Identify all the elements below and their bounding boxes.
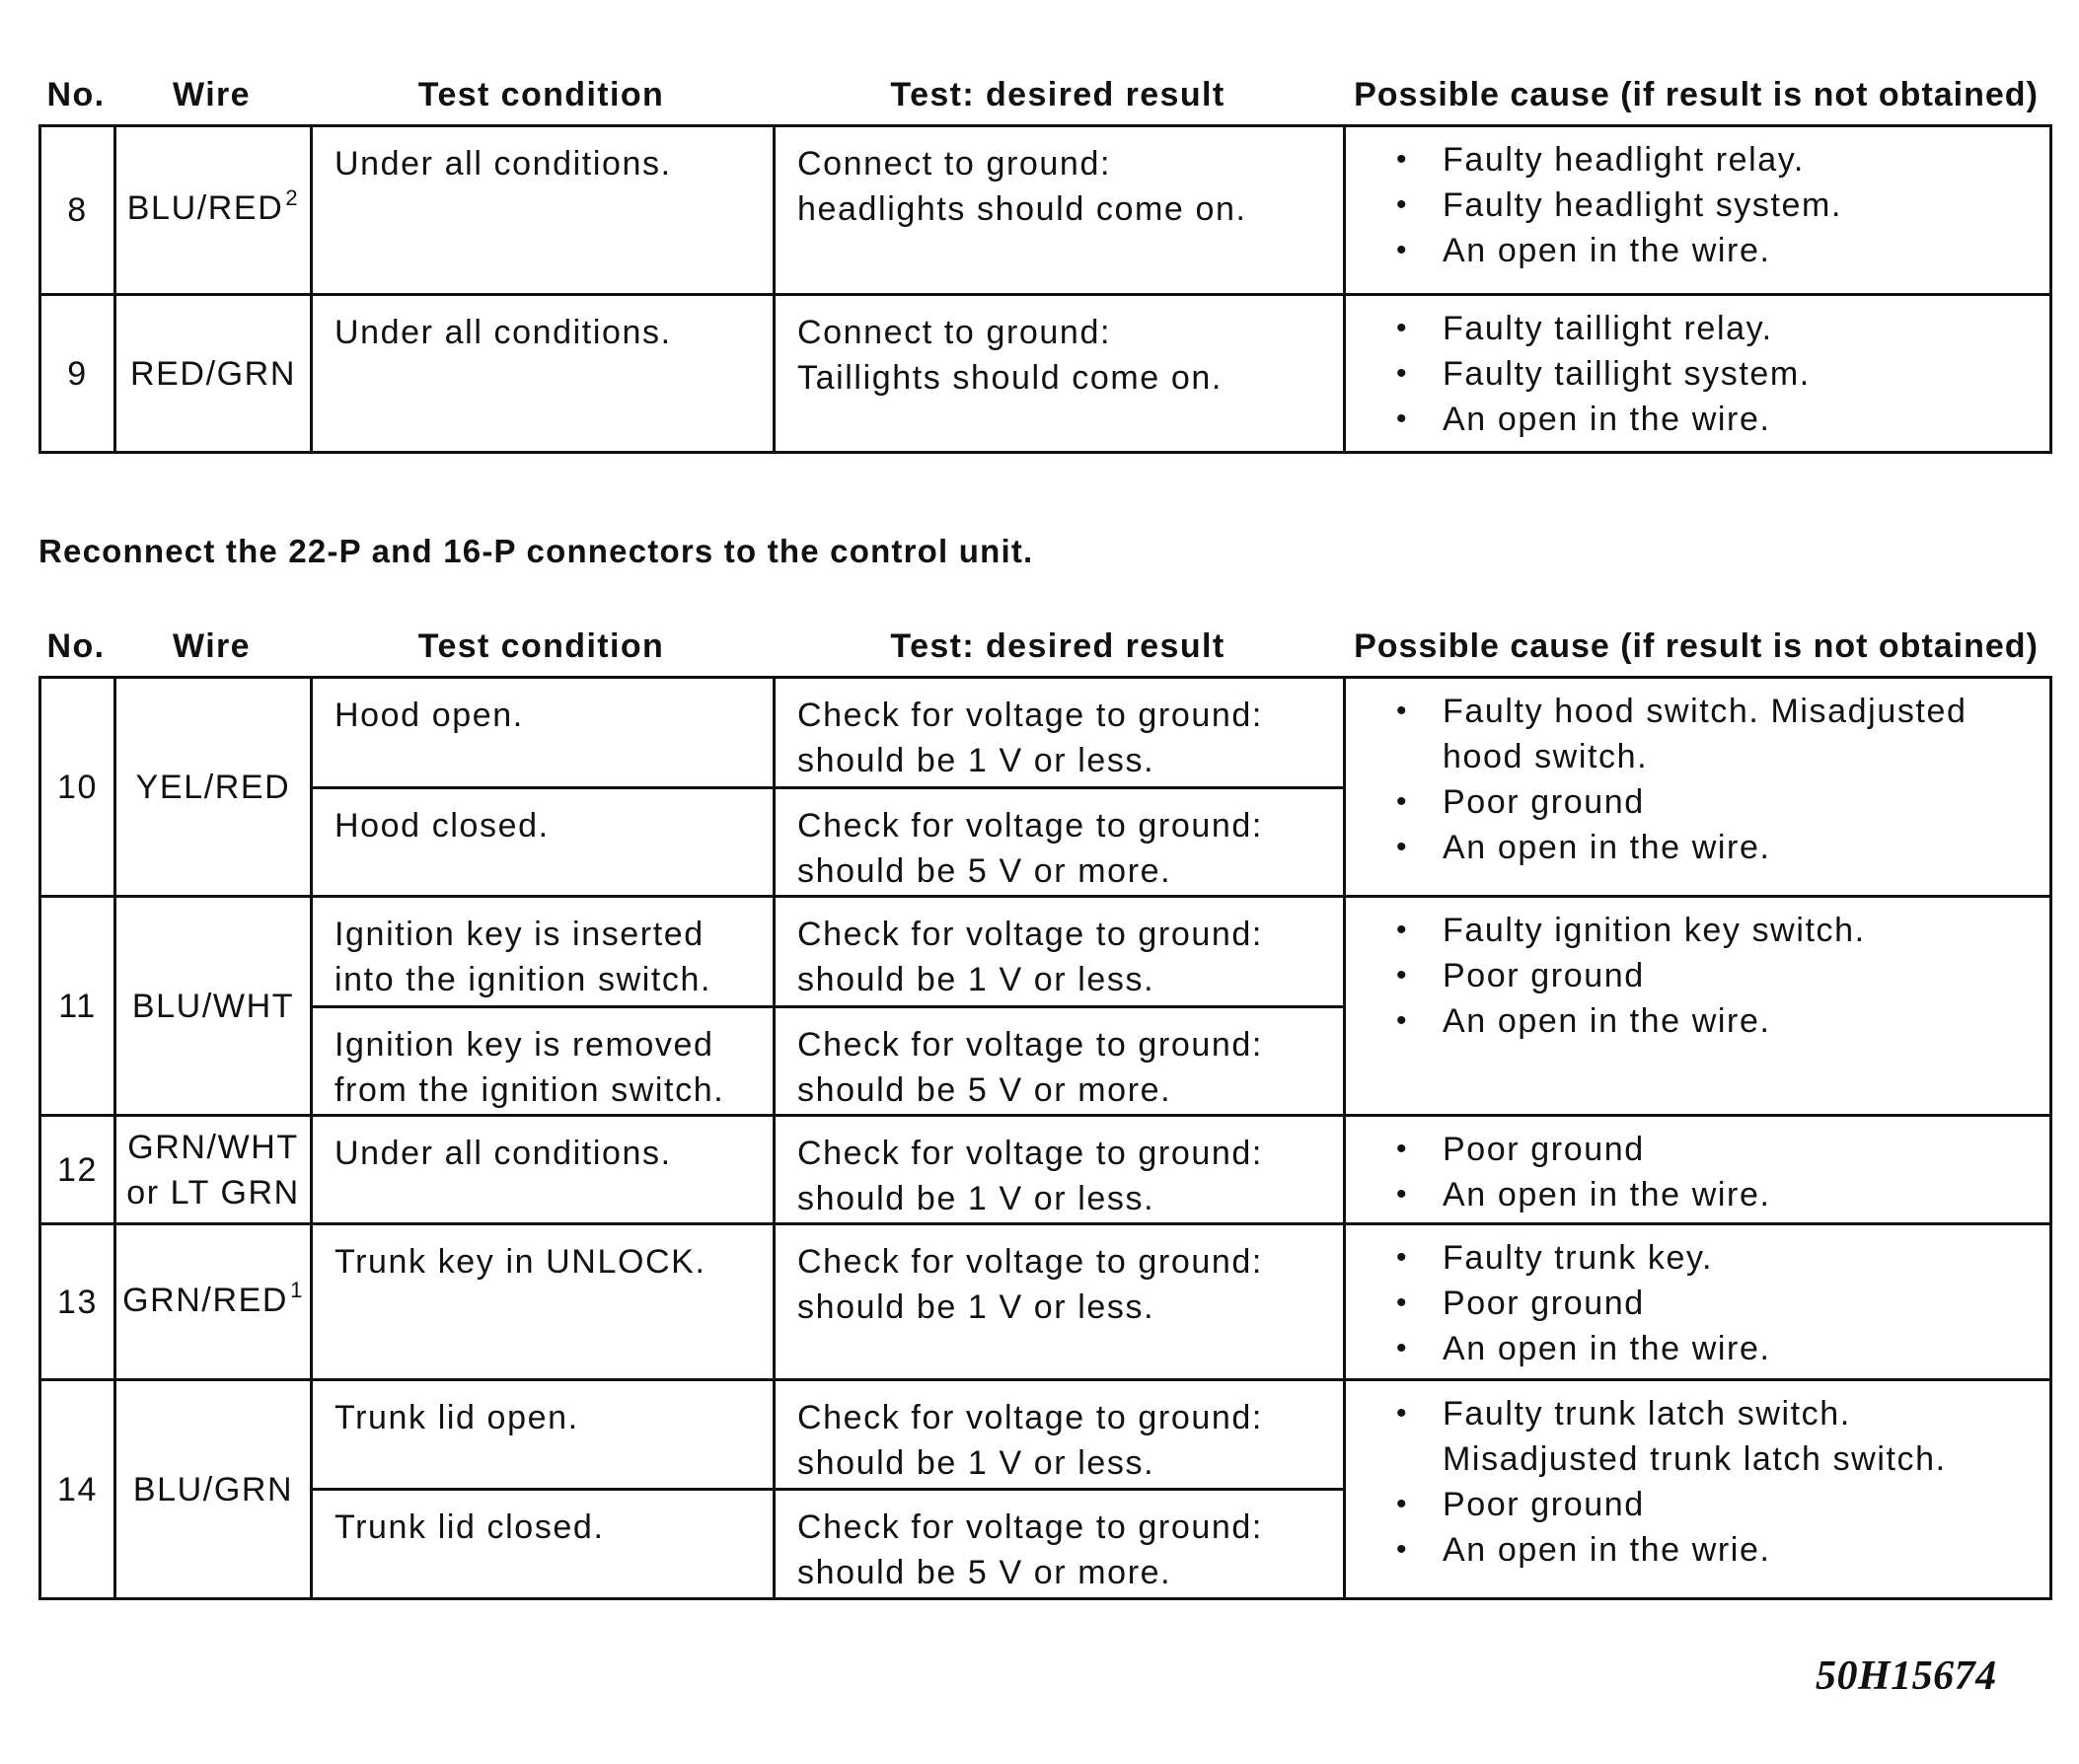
desired-result: Check for voltage to ground: should be 5 V or more. <box>775 1007 1345 1116</box>
header-no: No. <box>46 627 106 665</box>
desired-result: Check for voltage to ground: should be 1 V or less. <box>775 678 1345 788</box>
possible-cause <box>1345 897 2051 1116</box>
test-condition: Hood open. <box>312 678 775 788</box>
possible-cause <box>1345 1116 2051 1224</box>
table-row <box>40 1116 2051 1224</box>
table-row <box>40 295 2051 453</box>
header-wire: Wire <box>173 627 251 665</box>
wire-code: BLU/GRN <box>115 1380 312 1599</box>
list-item: • Poor ground <box>1346 953 2043 998</box>
table-row <box>40 678 2051 788</box>
cause-list <box>1346 1391 2043 1573</box>
bullet-icon: • <box>1396 831 1409 863</box>
bullet-icon: • <box>1396 695 1409 727</box>
list-item: • Faulty hood switch. Misadjusted hood switch. <box>1346 689 2043 779</box>
list-item: • Faulty trunk key. <box>1346 1235 2043 1281</box>
row-number: 10 <box>40 678 115 897</box>
bullet-icon: • <box>1396 1332 1409 1364</box>
cause-list <box>1346 1127 2043 1217</box>
header-test-condition: Test condition <box>417 76 665 113</box>
test-condition: Hood closed. <box>312 788 775 897</box>
row-number: 11 <box>40 897 115 1116</box>
cause-list <box>1346 137 2043 273</box>
cause-list <box>1346 689 2043 870</box>
row-number: 9 <box>40 295 115 453</box>
list-item: • Poor ground <box>1346 1482 2043 1527</box>
test-condition: Under all conditions. <box>312 126 775 295</box>
list-item: • An open in the wire. <box>1346 1172 2043 1217</box>
desired-result: Connect to ground: Taillights should come on. <box>775 295 1345 453</box>
test-table-2 <box>38 614 2049 1600</box>
test-condition: Trunk key in UNLOCK. <box>312 1224 775 1380</box>
bullet-icon: • <box>1396 357 1409 390</box>
footnote-marker: 1 <box>290 1277 304 1302</box>
list-item: • Poor ground <box>1346 779 2043 825</box>
instruction-text: Reconnect the 22-P and 16-P connectors to the control unit. <box>38 533 1034 569</box>
wire-code: YEL/RED <box>115 678 312 897</box>
list-item: • Faulty trunk latch switch. Misadjusted trunk latch switch. <box>1346 1391 2043 1482</box>
table-2-grid <box>38 676 2052 1600</box>
row-number: 14 <box>40 1380 115 1599</box>
bullet-icon: • <box>1396 1133 1409 1165</box>
bullet-icon: • <box>1396 1533 1409 1566</box>
possible-cause <box>1345 678 2051 897</box>
bullet-icon: • <box>1396 785 1409 818</box>
header-test-condition: Test condition <box>417 627 665 665</box>
table-row <box>40 897 2051 1007</box>
bullet-icon: • <box>1396 1286 1409 1319</box>
row-number: 12 <box>40 1116 115 1224</box>
list-item: • An open in the wire. <box>1346 397 2043 442</box>
list-item: • Faulty headlight system. <box>1346 183 2043 228</box>
row-number: 13 <box>40 1224 115 1380</box>
cause-list <box>1346 908 2043 1044</box>
bullet-icon: • <box>1396 188 1409 221</box>
list-item: • Faulty taillight system. <box>1346 351 2043 397</box>
test-condition: Under all conditions. <box>312 295 775 453</box>
test-condition: Trunk lid closed. <box>312 1490 775 1599</box>
wire-code: GRN/RED$^1$ <box>115 1224 312 1380</box>
list-item: • An open in the wire. <box>1346 1326 2043 1371</box>
desired-result: Check for voltage to ground: should be 1 V or less. <box>775 897 1345 1007</box>
list-item: • Poor ground <box>1346 1281 2043 1326</box>
list-item: • Poor ground <box>1346 1127 2043 1172</box>
desired-result: Check for voltage to ground: should be 1 V or less. <box>775 1224 1345 1380</box>
test-condition: Trunk lid open. <box>312 1380 775 1490</box>
list-item: • Faulty ignition key switch. <box>1346 908 2043 953</box>
figure-id: 50H15674 <box>1816 1654 1997 1699</box>
bullet-icon: • <box>1396 312 1409 344</box>
list-item: • Faulty taillight relay. <box>1346 306 2043 351</box>
bullet-icon: • <box>1396 914 1409 946</box>
bullet-icon: • <box>1396 1397 1409 1430</box>
table-2-header <box>38 614 2049 676</box>
table-row <box>40 126 2051 295</box>
header-possible-cause: Possible cause (if result is not obtained) <box>1354 627 2039 665</box>
table-1-header <box>38 62 2049 124</box>
bullet-icon: • <box>1396 1178 1409 1211</box>
test-condition: Ignition key is removed from the ignition switch. <box>312 1007 775 1116</box>
table-1-grid <box>38 124 2052 454</box>
test-condition: Ignition key is inserted into the ignition switch. <box>312 897 775 1007</box>
header-wire: Wire <box>173 76 251 113</box>
list-item: • An open in the wrie. <box>1346 1527 2043 1573</box>
test-table-1 <box>38 62 2049 454</box>
list-item: • An open in the wire. <box>1346 228 2043 273</box>
bullet-icon: • <box>1396 234 1409 266</box>
table-row <box>40 1224 2051 1380</box>
header-possible-cause: Possible cause (if result is not obtained) <box>1354 76 2039 113</box>
wire-code: GRN/WHT or LT GRN <box>115 1116 312 1224</box>
desired-result: Check for voltage to ground: should be 1 V or less. <box>775 1380 1345 1490</box>
desired-result: Check for voltage to ground: should be 1 V or less. <box>775 1116 1345 1224</box>
bullet-icon: • <box>1396 143 1409 176</box>
bullet-icon: • <box>1396 1488 1409 1520</box>
wire-code: BLU/WHT <box>115 897 312 1116</box>
desired-result: Check for voltage to ground: should be 5 V or more. <box>775 1490 1345 1599</box>
list-item: • An open in the wire. <box>1346 825 2043 870</box>
bullet-icon: • <box>1396 403 1409 435</box>
possible-cause <box>1345 1224 2051 1380</box>
row-number: 8 <box>40 126 115 295</box>
test-condition: Under all conditions. <box>312 1116 775 1224</box>
desired-result: Connect to ground: headlights should come on. <box>775 126 1345 295</box>
header-no: No. <box>46 76 106 113</box>
footnote-marker: 2 <box>285 185 300 210</box>
bullet-icon: • <box>1396 1241 1409 1274</box>
possible-cause <box>1345 126 2051 295</box>
cause-list <box>1346 1235 2043 1371</box>
bullet-icon: • <box>1396 1004 1409 1037</box>
desired-result: Check for voltage to ground: should be 5 V or more. <box>775 788 1345 897</box>
wire-code: RED/GRN <box>115 295 312 453</box>
bullet-icon: • <box>1396 959 1409 992</box>
header-desired-result: Test: desired result <box>890 627 1225 665</box>
table-row <box>40 1380 2051 1490</box>
header-desired-result: Test: desired result <box>890 76 1225 113</box>
wire-code: BLU/RED$^2$ <box>115 126 312 295</box>
possible-cause <box>1345 295 2051 453</box>
list-item: • Faulty headlight relay. <box>1346 137 2043 183</box>
list-item: • An open in the wire. <box>1346 998 2043 1044</box>
possible-cause <box>1345 1380 2051 1599</box>
cause-list <box>1346 306 2043 442</box>
